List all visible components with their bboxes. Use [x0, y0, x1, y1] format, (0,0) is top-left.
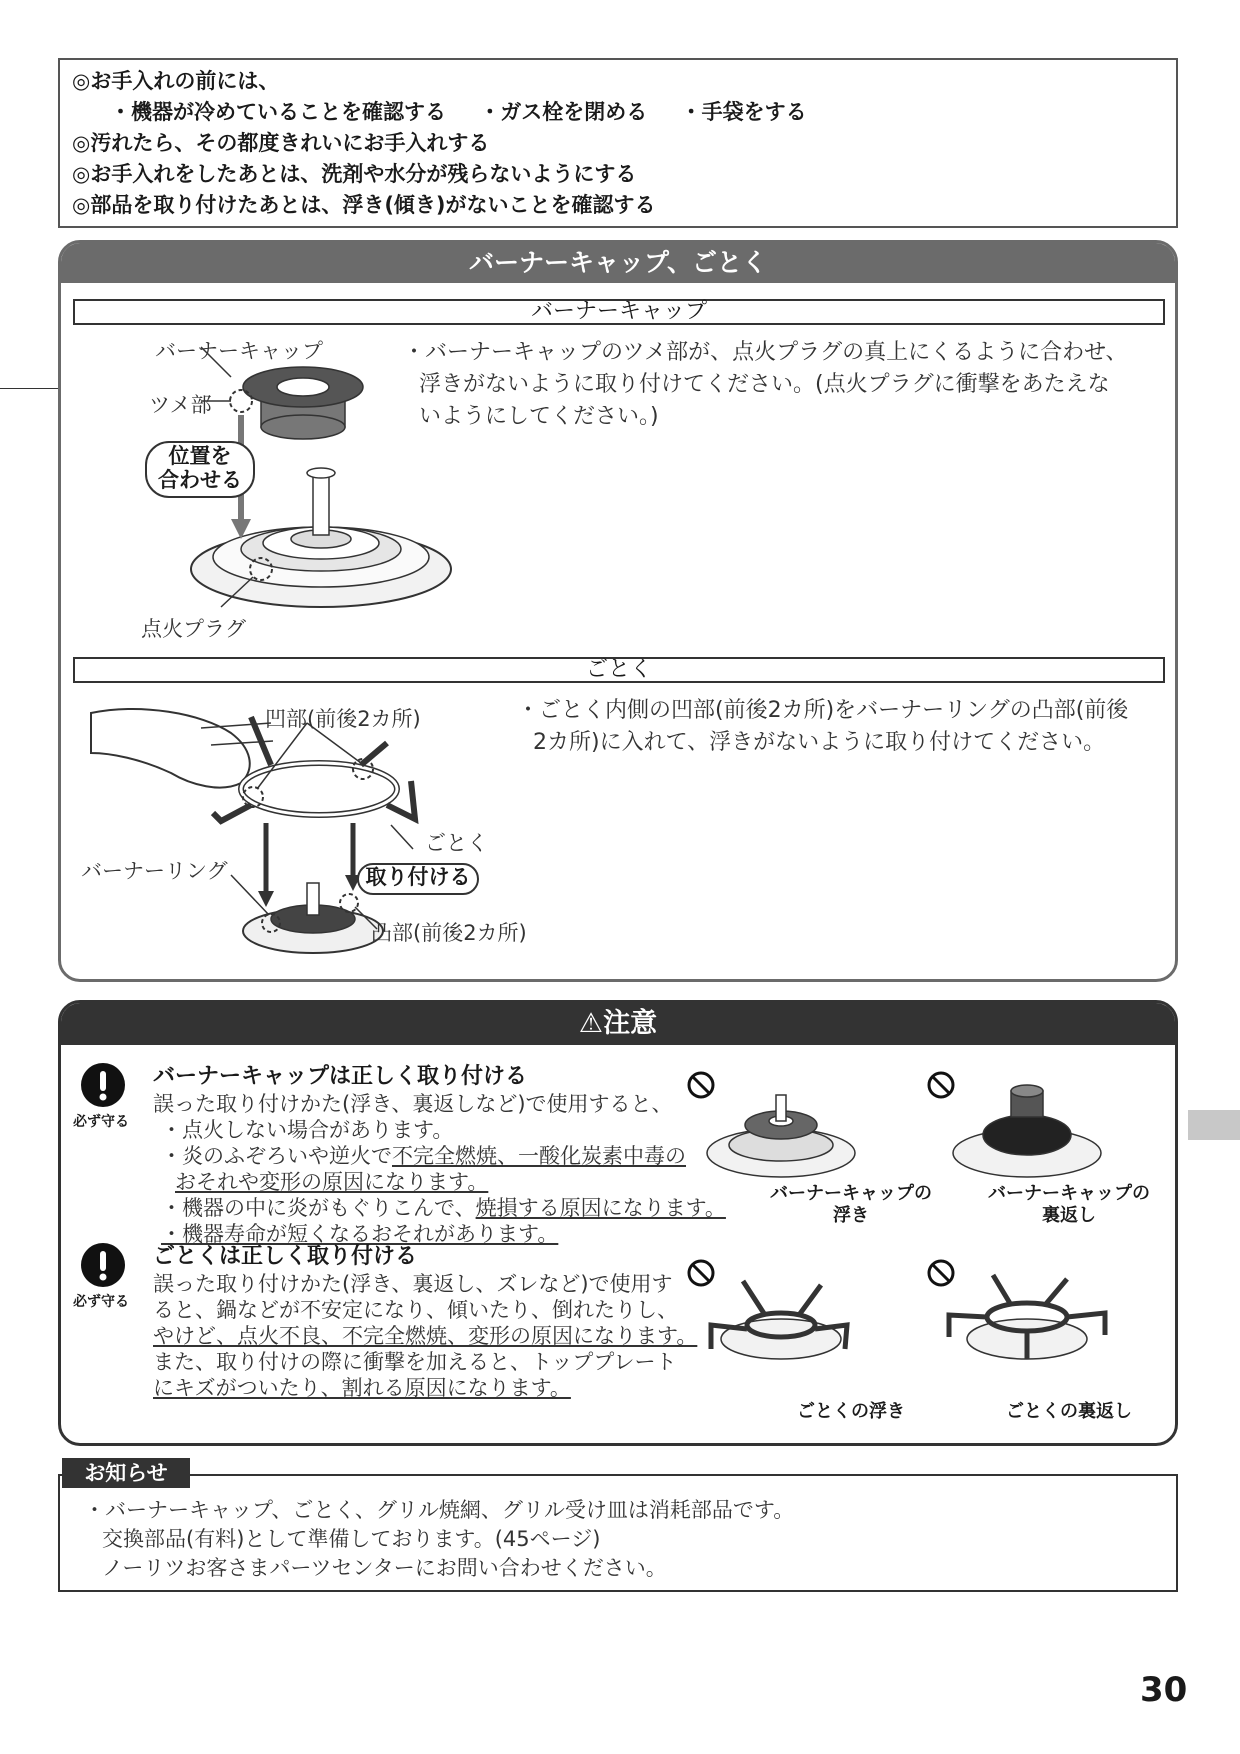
- prohibited-icon: [689, 1073, 713, 1097]
- burner-cap-desc-line: 浮きがないように取り付けてください。(点火プラグに衝撃をあたえな: [419, 372, 1110, 397]
- caution-header: [61, 1003, 1175, 1045]
- prohibited-icon: [929, 1261, 953, 1285]
- care-note-residue: ◎お手入れをしたあとは、洗剤や水分が残らないようにする: [72, 162, 637, 186]
- align-label-2: 合わせる: [158, 468, 242, 492]
- fig-caption-cap-float: [761, 1183, 941, 1227]
- align-position-badge: [145, 441, 255, 498]
- caution-section: [58, 1000, 1178, 1446]
- fig-caption-gotoku-flip: ごとくの裏返し: [1006, 1401, 1132, 1422]
- burner-cap-desc-line: ・バーナーキャップのツメ部が、点火プラグの真上にくるように合わせ、: [403, 340, 1128, 365]
- caution-item1-text: [153, 1091, 726, 1247]
- burner-gotoku-section: [58, 240, 1178, 982]
- must-follow-label: 必ず守る: [73, 1294, 129, 1310]
- fig-caption-line: バーナーキャップの: [988, 1183, 1150, 1204]
- gotoku-heading: ごとく: [73, 657, 1165, 683]
- care-notes-box: [58, 58, 1178, 228]
- notice-line: 交換部品(有料)として準備しております。(45ページ): [102, 1527, 601, 1551]
- warning-triangle-icon: ⚠: [578, 1008, 604, 1039]
- fig-caption-line: バーナーキャップの: [770, 1183, 932, 1204]
- must-follow-label: 必ず守る: [73, 1114, 129, 1130]
- check-cool: ・機器が冷めていることを確認する: [110, 100, 446, 124]
- page-number: 30: [1140, 1670, 1188, 1710]
- section-title: バーナーキャップ、ごとく: [61, 243, 1175, 283]
- caution-text-line: にキズがついたり、割れる原因になります。: [153, 1376, 571, 1400]
- prohibited-icon: [689, 1261, 713, 1285]
- fig-caption-line: 裏返し: [1042, 1205, 1096, 1226]
- align-label-1: 位置を: [168, 444, 232, 468]
- exclamation-icon: [81, 1063, 125, 1107]
- notice-line: ノーリツお客さまパーツセンターにお問い合わせください。: [102, 1556, 667, 1580]
- caution-text-line: ると、鍋などが不安定になり、傾いたり、倒れたりし、: [153, 1298, 678, 1322]
- check-gas-valve: ・ガス栓を閉める: [479, 100, 648, 124]
- fig-caption-line: 浮き: [833, 1205, 869, 1226]
- side-tick-line: [0, 388, 58, 389]
- caution-item1-title: バーナーキャップは正しく取り付ける: [153, 1064, 528, 1089]
- notice-line: ・バーナーキャップ、ごとく、グリル焼網、グリル受け皿は消耗部品です。: [84, 1498, 795, 1522]
- care-note-clean: ◎汚れたら、その都度きれいにお手入れする: [72, 131, 490, 155]
- caution-item2-title: ごとくは正しく取り付ける: [153, 1244, 418, 1269]
- caution-text-line: ・機器の中に炎がもぐりこんで、焼損する原因になります。: [161, 1196, 726, 1220]
- check-gloves: ・手袋をする: [680, 100, 807, 124]
- attach-badge: 取り付ける: [357, 863, 479, 895]
- prohibited-icon: [929, 1073, 953, 1097]
- label-recess: 凹部(前後2カ所): [265, 707, 421, 731]
- burner-cap-instructions: [403, 337, 1163, 433]
- caution-text-line: また、取り付けの際に衝撃を加えると、トッププレート: [153, 1350, 677, 1374]
- fig-caption-gotoku-float: ごとくの浮き: [797, 1401, 905, 1422]
- caution-text-line: ・機器寿命が短くなるおそれがあります。: [161, 1222, 559, 1246]
- label-gotoku: ごとく: [425, 831, 488, 855]
- wrong-gotoku-figures: [681, 1259, 1161, 1369]
- caution-item2-text: [153, 1271, 697, 1401]
- label-tab-part: ツメ部: [149, 393, 212, 417]
- caution-text-line: 誤った取り付けかた(浮き、裏返しなど)で使用すると、: [153, 1092, 673, 1116]
- label-burner-ring: バーナーリング: [81, 859, 228, 883]
- exclamation-icon: [81, 1243, 125, 1287]
- gotoku-instructions: [517, 695, 1167, 759]
- burner-cap-desc-line: いようにしてください。): [419, 404, 659, 429]
- caution-text-line: ・炎のふぞろいや逆火で不完全燃焼、一酸化炭素中毒の: [161, 1144, 686, 1168]
- gotoku-desc-line: ・ごとく内側の凹部(前後2カ所)をバーナーリングの凸部(前後: [517, 698, 1129, 723]
- side-index-tab: [1188, 1110, 1240, 1140]
- notice-box: [58, 1474, 1178, 1592]
- label-ignition-plug: 点火プラグ: [141, 617, 246, 641]
- fig-caption-cap-flip: [979, 1183, 1159, 1227]
- caution-text-line: 誤った取り付けかた(浮き、裏返し、ズレなど)で使用す: [153, 1272, 673, 1296]
- label-burner-cap: バーナーキャップ: [155, 339, 323, 363]
- caution-text-line: やけど、点火不良、不完全燃焼、変形の原因になります。: [153, 1324, 698, 1348]
- wrong-cap-figures: [681, 1069, 1161, 1189]
- gotoku-desc-line: 2カ所)に入れて、浮きがないように取り付けてください。: [533, 730, 1106, 755]
- caution-text-line: ・点火しない場合があります。: [161, 1118, 454, 1142]
- label-boss: 凸部(前後2カ所): [371, 921, 527, 945]
- notice-label: お知らせ: [62, 1458, 190, 1488]
- care-note-tilt: ◎部品を取り付けたあとは、浮き(傾き)がないことを確認する: [72, 193, 656, 217]
- caution-text-line: おそれや変形の原因になります。: [175, 1170, 489, 1194]
- care-checks: [72, 97, 1164, 128]
- caution-title: 注意: [603, 1008, 658, 1039]
- burner-cap-heading: バーナーキャップ: [73, 299, 1165, 325]
- care-note-intro: ◎お手入れの前には、: [72, 69, 280, 93]
